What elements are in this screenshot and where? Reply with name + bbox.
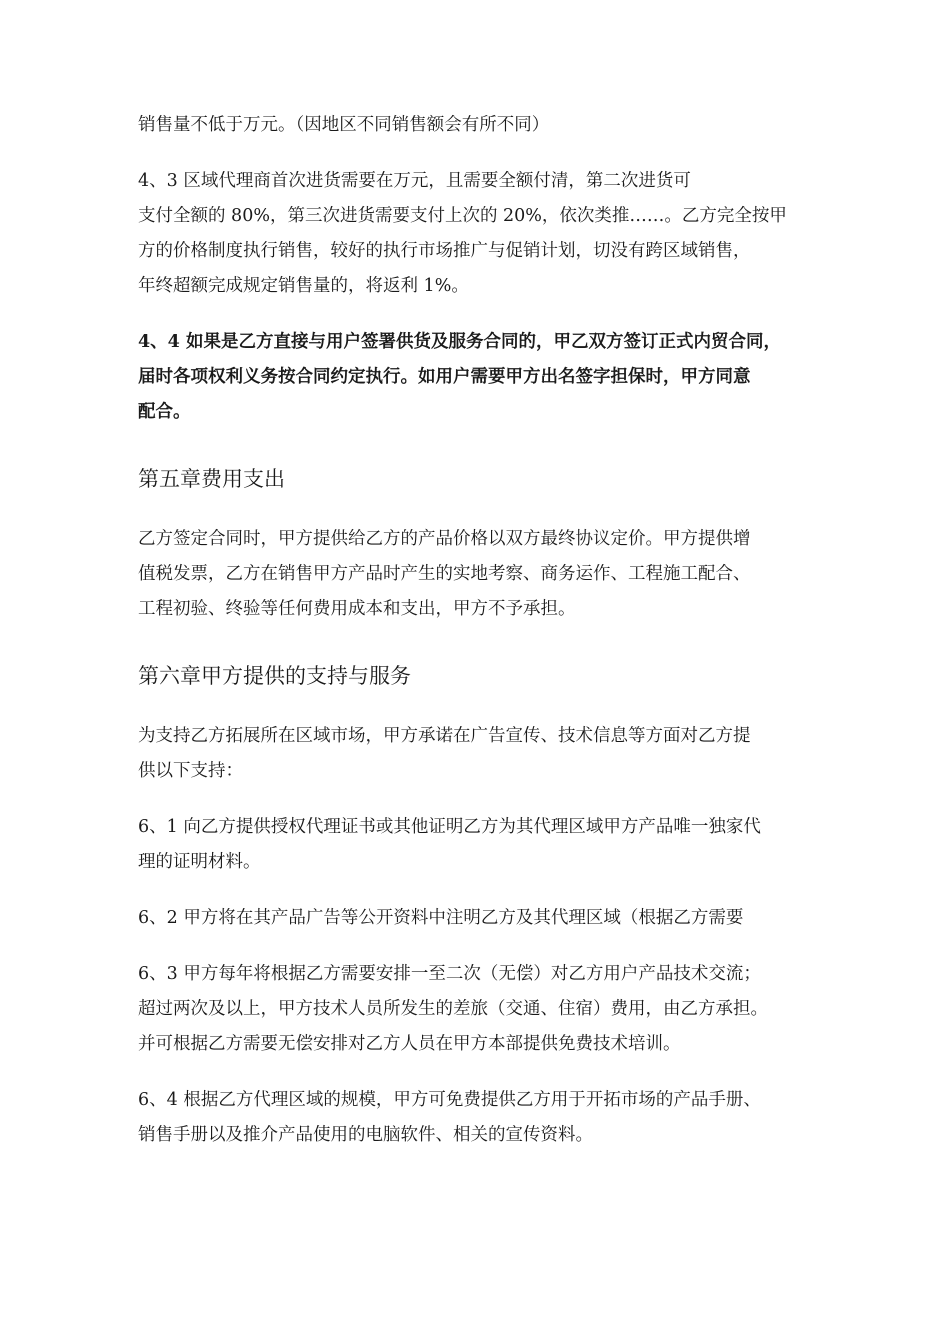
paragraph-chapter-6-intro (138, 719, 840, 789)
paragraph-6-3 (138, 957, 840, 1062)
text-line: 6、2 甲方将在其产品广告等公开资料中注明乙方及其代理区域（根据乙方需要 (138, 908, 744, 928)
text-line: 6、3 甲方每年将根据乙方需要安排一至二次（无偿）对乙方用户产品技术交流； (138, 964, 761, 984)
text-line: 乙方签定合同时，甲方提供给乙方的产品价格以双方最终协议定价。甲方提供增 (138, 529, 751, 549)
text-line: 工程初验、终验等任何费用成本和支出，甲方不予承担。 (138, 599, 576, 619)
text-line: 届时各项权利义务按合同约定执行。如用户需要甲方出名签字担保时，甲方同意 (138, 367, 751, 387)
text-line: 值税发票，乙方在销售甲方产品时产生的实地考察、商务运作、工程施工配合、 (138, 564, 751, 584)
text-line: 4、3 区域代理商首次进货需要在万元，且需要全额付清，第二次进货可 (138, 171, 691, 191)
text-line: 超过两次及以上，甲方技术人员所发生的差旅（交通、住宿）费用，由乙方承担。 (138, 999, 768, 1019)
paragraph-4-3 (138, 164, 840, 304)
text-line: 为支持乙方拓展所在区域市场，甲方承诺在广告宣传、技术信息等方面对乙方提 (138, 726, 751, 746)
paragraph-sales-volume (138, 108, 840, 143)
text-line: 供以下支持： (138, 761, 243, 781)
text-line: 6、1 向乙方提供授权代理证书或其他证明乙方为其代理区域甲方产品唯一独家代 (138, 817, 761, 837)
text-line: 方的价格制度执行销售，较好的执行市场推广与促销计划，切没有跨区域销售， (138, 241, 751, 261)
paragraph-6-1 (138, 810, 840, 880)
paragraph-chapter-5 (138, 522, 840, 627)
chapter-5-heading: 第五章费用支出 (138, 467, 285, 491)
text-line: 配合。 (138, 402, 191, 422)
text-line: 4、4 如果是乙方直接与用户签署供货及服务合同的，甲乙双方签订正式内贸合同， (138, 332, 781, 352)
text-line: 支付全额的 80%，第三次进货需要支付上次的 20%，依次类推……。乙方完全按甲 (138, 206, 787, 226)
paragraph-6-2 (138, 901, 840, 936)
paragraph-4-4 (138, 325, 840, 430)
text-line: 年终超额完成规定销售量的，将返利 1%。 (138, 276, 469, 296)
paragraph-6-4 (138, 1083, 840, 1153)
text-line: 理的证明材料。 (138, 852, 261, 872)
text-line: 并可根据乙方需要无偿安排对乙方人员在甲方本部提供免费技术培训。 (138, 1034, 681, 1054)
text-line: 6、4 根据乙方代理区域的规模，甲方可免费提供乙方用于开拓市场的产品手册、 (138, 1090, 761, 1110)
text-line: 销售量不低于万元。（因地区不同销售额会有所不同） (138, 115, 550, 135)
chapter-6-heading: 第六章甲方提供的支持与服务 (138, 664, 411, 688)
text-line: 销售手册以及推介产品使用的电脑软件、相关的宣传资料。 (138, 1125, 593, 1145)
